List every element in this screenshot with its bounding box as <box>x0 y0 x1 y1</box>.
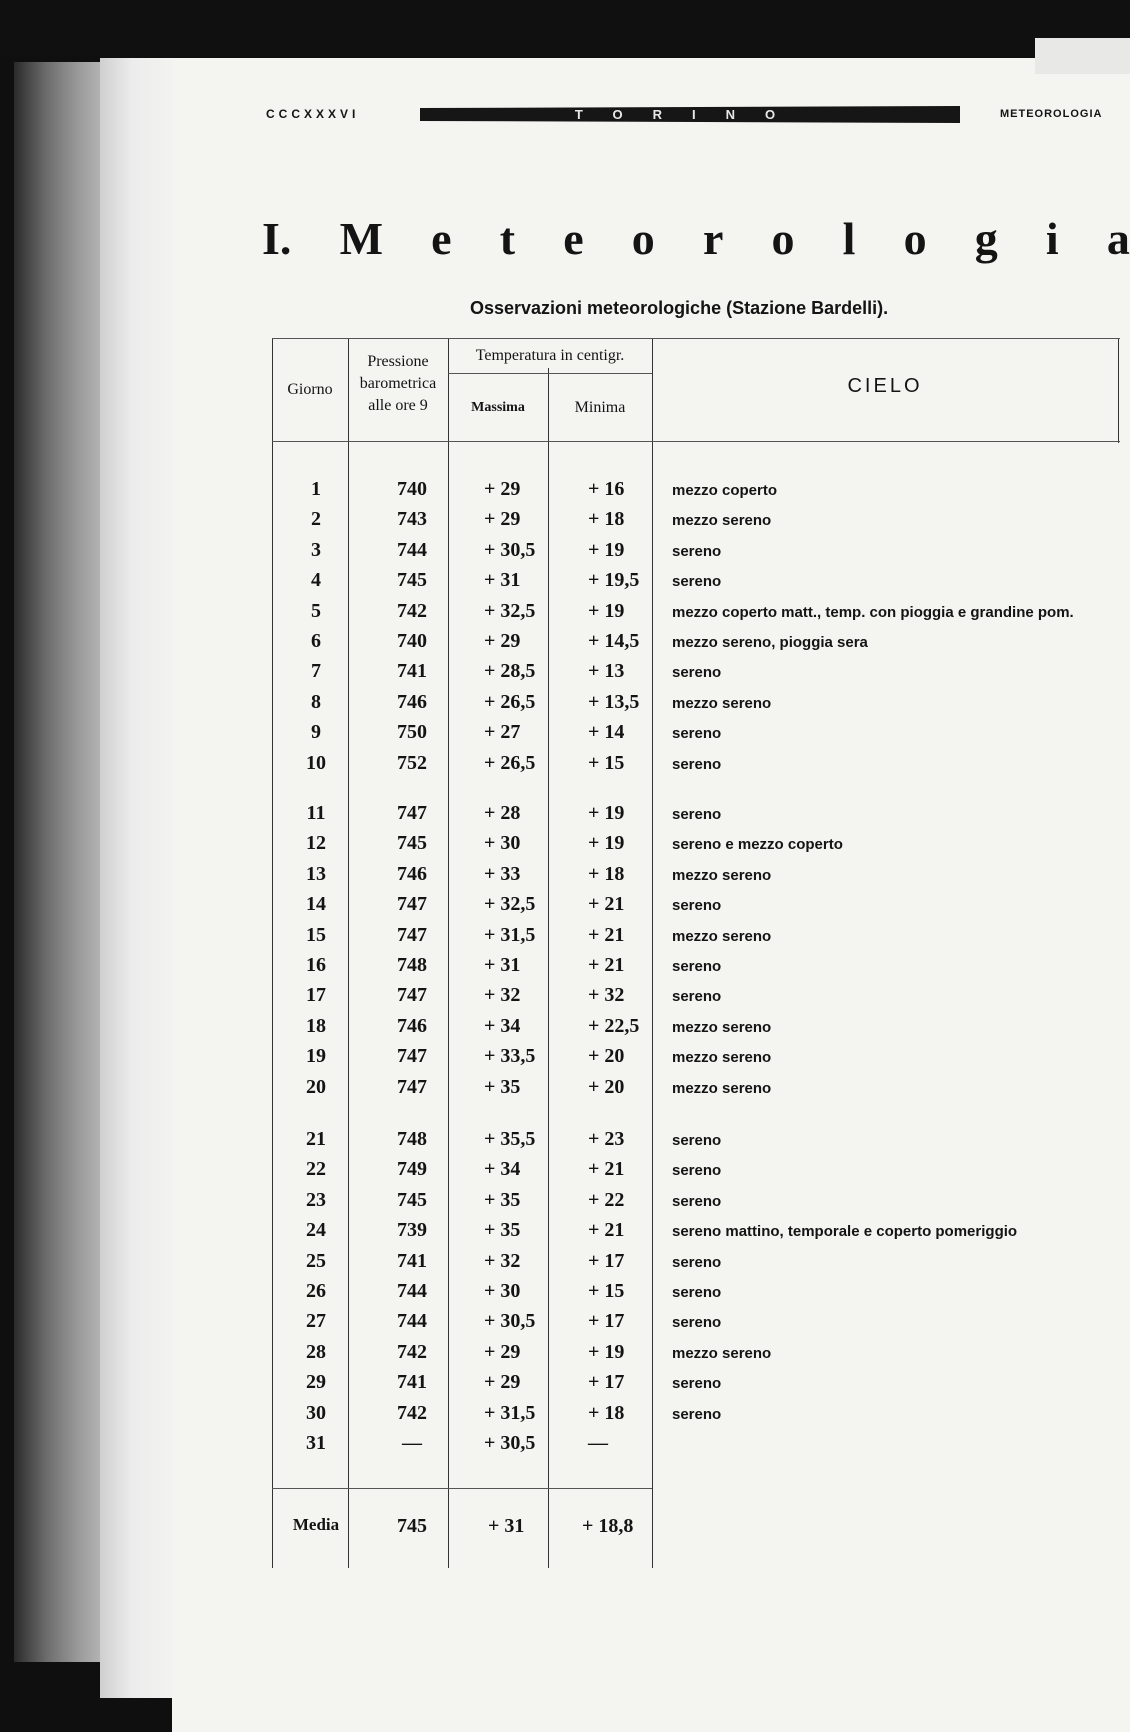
day-cell: 1 <box>311 478 321 500</box>
table-row <box>272 832 1130 860</box>
max-temp-cell: + 35 <box>484 1075 521 1098</box>
header-temp-group: Temperatura in centigr. <box>475 347 625 364</box>
mean-max: + 31 <box>488 1515 525 1537</box>
min-temp-cell: + 19 <box>588 832 625 855</box>
header-sky: CIELO <box>847 375 923 397</box>
mean-pressure: 745 <box>397 1515 427 1537</box>
sky-cell: mezzo sereno <box>672 1344 772 1362</box>
min-temp-cell: + 17 <box>588 1371 625 1394</box>
sky-cell: sereno <box>672 958 722 975</box>
mean-rule <box>272 1488 652 1489</box>
title-letter: g <box>974 213 998 264</box>
day-cell: 23 <box>306 1188 326 1211</box>
mean-row <box>272 1515 1130 1543</box>
min-temp-cell: + 20 <box>588 1075 625 1098</box>
sky-cell: sereno mattino, temporale e coperto pomeriggio <box>672 1223 1018 1241</box>
max-temp-cell: + 28 <box>484 802 521 824</box>
pressure-cell: 746 <box>397 862 427 885</box>
header-pressure-1: Pressione <box>367 353 429 370</box>
min-temp-cell: + 18 <box>588 862 625 885</box>
sky-cell: sereno <box>672 1314 722 1332</box>
table-row <box>272 508 1130 536</box>
table-row <box>272 569 1130 597</box>
pressure-cell: 747 <box>397 923 427 946</box>
min-temp-cell: + 19,5 <box>588 569 640 592</box>
pressure-cell: 745 <box>397 1188 427 1211</box>
day-cell: 30 <box>306 1401 326 1424</box>
min-temp-cell: + 19 <box>588 1340 625 1363</box>
header-pressure-2: barometrica <box>359 375 437 392</box>
table-row <box>272 721 1130 749</box>
book-spine-shadow <box>14 62 106 1662</box>
min-temp-cell: + 20 <box>588 1045 625 1068</box>
title-letter: e <box>563 213 584 264</box>
sky-cell: mezzo coperto <box>672 482 778 499</box>
pressure-cell: 746 <box>397 1014 427 1037</box>
table-border-right <box>1118 338 1119 443</box>
max-temp-cell: + 26,5 <box>484 751 536 774</box>
day-cell: 14 <box>306 893 326 916</box>
header-min: Minima <box>574 399 626 416</box>
table-row <box>272 630 1130 658</box>
day-cell: 24 <box>306 1219 326 1242</box>
max-temp-cell: + 29 <box>484 508 521 531</box>
max-temp-cell: + 31,5 <box>484 923 536 946</box>
pressure-cell: 746 <box>397 690 427 713</box>
title-letter: r <box>702 213 724 264</box>
day-cell: 22 <box>306 1158 326 1181</box>
table-row <box>272 1371 1130 1399</box>
pressure-cell: 741 <box>397 660 427 683</box>
pressure-cell: 748 <box>397 1128 427 1150</box>
sky-cell: sereno e mezzo coperto <box>672 836 843 854</box>
table-row <box>272 1015 1130 1043</box>
sky-cell: sereno <box>672 573 722 591</box>
day-cell: 7 <box>311 660 321 683</box>
title-letter: l <box>842 213 856 264</box>
page-gutter <box>100 58 180 1698</box>
title-letter: a <box>1106 213 1130 264</box>
sky-cell: sereno <box>672 1132 722 1149</box>
day-cell: 18 <box>306 1014 326 1037</box>
day-cell: 16 <box>306 954 326 976</box>
pressure-cell: 744 <box>397 1310 427 1333</box>
page-number: CCCXXXVI <box>266 107 360 121</box>
min-temp-cell: + 23 <box>588 1128 625 1150</box>
max-temp-cell: + 31,5 <box>484 1401 536 1424</box>
max-temp-cell: + 32 <box>484 1249 521 1272</box>
day-cell: 26 <box>306 1280 326 1302</box>
table-row <box>272 1045 1130 1073</box>
day-cell: 15 <box>306 923 326 946</box>
table-row <box>272 802 1130 830</box>
pressure-cell: 743 <box>397 508 427 531</box>
pressure-cell: 747 <box>397 984 427 1007</box>
title-letter: t <box>499 213 516 264</box>
pressure-cell: 741 <box>397 1249 427 1272</box>
pressure-cell: 741 <box>397 1371 427 1394</box>
mean-min: + 18,8 <box>582 1515 634 1537</box>
table-row <box>272 1432 1130 1460</box>
max-temp-cell: + 29 <box>484 1371 521 1394</box>
page-subtitle: Osservazioni meteorologiche (Stazione Bardelli). <box>470 298 889 318</box>
max-temp-cell: + 33 <box>484 862 521 885</box>
sky-cell: sereno <box>672 806 722 823</box>
day-cell: 25 <box>306 1249 326 1272</box>
sky-cell: mezzo sereno <box>672 1018 772 1036</box>
table-row <box>272 1189 1130 1217</box>
title-letter: e <box>431 213 452 264</box>
table-row <box>272 954 1130 982</box>
day-cell: 8 <box>311 690 321 713</box>
min-temp-cell: + 22 <box>588 1188 625 1211</box>
pressure-cell: 742 <box>397 599 427 622</box>
sky-cell: mezzo sereno <box>672 1049 772 1067</box>
pressure-cell: 745 <box>397 569 427 592</box>
table-row <box>272 1250 1130 1278</box>
min-temp-cell: + 19 <box>588 538 625 561</box>
table-row <box>272 893 1130 921</box>
pressure-cell: 747 <box>397 893 427 916</box>
pressure-cell: 747 <box>397 1075 427 1098</box>
pressure-cell: 740 <box>397 630 427 652</box>
pressure-cell: 745 <box>397 832 427 855</box>
min-temp-cell: + 14 <box>588 721 625 744</box>
table-row <box>272 1076 1130 1104</box>
day-cell: 28 <box>306 1340 326 1363</box>
day-cell: 5 <box>311 599 321 622</box>
pressure-cell: 747 <box>397 1045 427 1068</box>
min-temp-cell: + 15 <box>588 1280 625 1302</box>
title-letter: i <box>1045 213 1059 264</box>
table-row <box>272 691 1130 719</box>
min-temp-cell: + 16 <box>588 478 625 500</box>
min-temp-cell: + 17 <box>588 1249 625 1272</box>
max-temp-cell: + 32,5 <box>484 599 536 622</box>
min-temp-cell: + 13,5 <box>588 690 640 713</box>
day-cell: 10 <box>306 751 326 774</box>
pressure-cell: 749 <box>397 1158 427 1181</box>
table-row <box>272 1219 1130 1247</box>
sky-cell: mezzo sereno <box>672 512 772 530</box>
sky-cell: mezzo sereno <box>672 1079 772 1097</box>
max-temp-cell: + 26,5 <box>484 690 536 713</box>
table-row <box>272 863 1130 891</box>
max-temp-cell: + 28,5 <box>484 660 536 683</box>
day-cell: 20 <box>306 1075 326 1098</box>
pressure-cell: 744 <box>397 538 427 561</box>
sky-cell: sereno <box>672 1284 722 1301</box>
pressure-cell: 750 <box>397 721 427 744</box>
min-temp-cell: + 21 <box>588 1219 625 1242</box>
max-temp-cell: + 35,5 <box>484 1128 536 1150</box>
pressure-cell: 752 <box>397 751 427 774</box>
max-temp-cell: + 35 <box>484 1188 521 1211</box>
day-cell: 17 <box>306 984 326 1007</box>
table-row <box>272 924 1130 952</box>
max-temp-cell: + 31 <box>484 569 521 592</box>
day-cell: 19 <box>306 1045 326 1068</box>
day-cell: 12 <box>306 832 326 855</box>
title-letter: o <box>903 213 927 264</box>
day-cell: 2 <box>311 508 321 531</box>
sky-cell: sereno <box>672 988 722 1006</box>
min-temp-cell: + 21 <box>588 923 625 946</box>
day-cell: 9 <box>311 721 321 744</box>
min-temp-cell: + 21 <box>588 1158 625 1181</box>
day-cell: 21 <box>306 1128 326 1150</box>
min-temp-cell: + 22,5 <box>588 1014 640 1037</box>
min-temp-cell: + 15 <box>588 751 625 774</box>
scan-corner <box>1035 38 1130 74</box>
table-row <box>272 1128 1130 1156</box>
max-temp-cell: + 35 <box>484 1219 521 1242</box>
sky-cell: sereno <box>672 1405 722 1423</box>
header-pressure-3: alle ore 9 <box>368 397 428 414</box>
header-rule <box>272 441 1120 442</box>
day-cell: 31 <box>306 1432 326 1454</box>
table-row <box>272 1341 1130 1369</box>
max-temp-cell: + 29 <box>484 478 521 500</box>
max-temp-cell: + 34 <box>484 1158 521 1181</box>
min-temp-cell: + 18 <box>588 508 625 531</box>
day-cell: 11 <box>306 802 326 824</box>
sky-cell: sereno <box>672 755 722 773</box>
temp-group-rule <box>448 373 652 374</box>
max-temp-cell: + 32 <box>484 984 521 1007</box>
day-cell: 13 <box>306 862 326 885</box>
sky-cell: sereno <box>672 1162 722 1180</box>
table-row <box>272 539 1130 567</box>
sky-cell: sereno <box>672 1192 722 1210</box>
day-cell: 29 <box>306 1371 326 1394</box>
max-temp-cell: + 30,5 <box>484 1310 536 1333</box>
table-top-rule <box>272 338 1120 339</box>
max-temp-cell: + 30 <box>484 832 521 855</box>
max-temp-cell: + 29 <box>484 1340 521 1363</box>
pressure-cell: 742 <box>397 1401 427 1424</box>
header-max: Massima <box>471 400 525 415</box>
pressure-cell: 747 <box>397 802 427 824</box>
day-cell: 4 <box>311 569 321 592</box>
table-row <box>272 1280 1130 1308</box>
title-letter: M <box>339 213 383 264</box>
min-temp-cell: + 19 <box>588 599 625 622</box>
min-temp-cell: + 21 <box>588 954 625 976</box>
sky-cell: mezzo sereno <box>672 927 772 945</box>
day-cell: 27 <box>306 1310 326 1333</box>
title-letter: o <box>631 213 655 264</box>
max-temp-cell: + 33,5 <box>484 1045 536 1068</box>
min-temp-cell: + 21 <box>588 893 625 916</box>
max-temp-cell: + 30,5 <box>484 1432 536 1454</box>
sky-cell: sereno <box>672 1375 722 1393</box>
sky-cell: mezzo sereno, pioggia sera <box>672 634 868 651</box>
table-row <box>272 752 1130 780</box>
title-letter: I. <box>262 213 292 264</box>
pressure-cell: 744 <box>397 1280 427 1302</box>
day-cell: 6 <box>311 630 321 652</box>
table-row <box>272 600 1130 628</box>
sky-cell: sereno <box>672 897 722 915</box>
max-temp-cell: + 32,5 <box>484 893 536 916</box>
table-row <box>272 1402 1130 1430</box>
max-temp-cell: + 29 <box>484 630 521 652</box>
table-row <box>272 478 1130 506</box>
max-temp-cell: + 31 <box>484 954 521 976</box>
max-temp-cell: + 34 <box>484 1014 521 1037</box>
min-temp-cell: + 13 <box>588 660 625 683</box>
min-temp-cell: + 19 <box>588 802 625 824</box>
table-row <box>272 1310 1130 1338</box>
sky-cell: sereno <box>672 725 722 743</box>
min-temp-cell: + 14,5 <box>588 630 640 652</box>
min-temp-cell: + 32 <box>588 984 625 1007</box>
scan-top-border <box>0 0 1130 56</box>
pressure-cell: 739 <box>397 1219 427 1242</box>
sky-cell: mezzo sereno <box>672 694 772 712</box>
mean-label: Media <box>292 1515 340 1534</box>
header-day: Giorno <box>287 381 333 398</box>
city-label: TORINO <box>574 107 806 122</box>
max-temp-cell: + 27 <box>484 721 521 744</box>
pressure-cell: — <box>402 1432 422 1454</box>
table-row <box>272 660 1130 688</box>
min-temp-cell: + 18 <box>588 1401 625 1424</box>
pressure-cell: 740 <box>397 478 427 500</box>
sky-cell: sereno <box>672 664 722 682</box>
sky-cell: sereno <box>672 1253 722 1271</box>
pressure-cell: 742 <box>397 1340 427 1363</box>
section-label: METEOROLOGIA <box>1000 108 1103 120</box>
table-row <box>272 1158 1130 1186</box>
max-temp-cell: + 30 <box>484 1280 521 1302</box>
sky-cell: mezzo coperto matt., temp. con pioggia e grandine pom. <box>672 603 1074 621</box>
title-letter: o <box>771 213 795 264</box>
sky-cell: sereno <box>672 542 722 560</box>
sky-cell: mezzo sereno <box>672 866 772 884</box>
min-temp-cell: + 17 <box>588 1310 625 1333</box>
max-temp-cell: + 30,5 <box>484 538 536 561</box>
page-title <box>262 212 1130 265</box>
day-cell: 3 <box>311 538 321 561</box>
min-temp-cell: — <box>588 1432 608 1454</box>
pressure-cell: 748 <box>397 954 427 976</box>
table-row <box>272 984 1130 1012</box>
